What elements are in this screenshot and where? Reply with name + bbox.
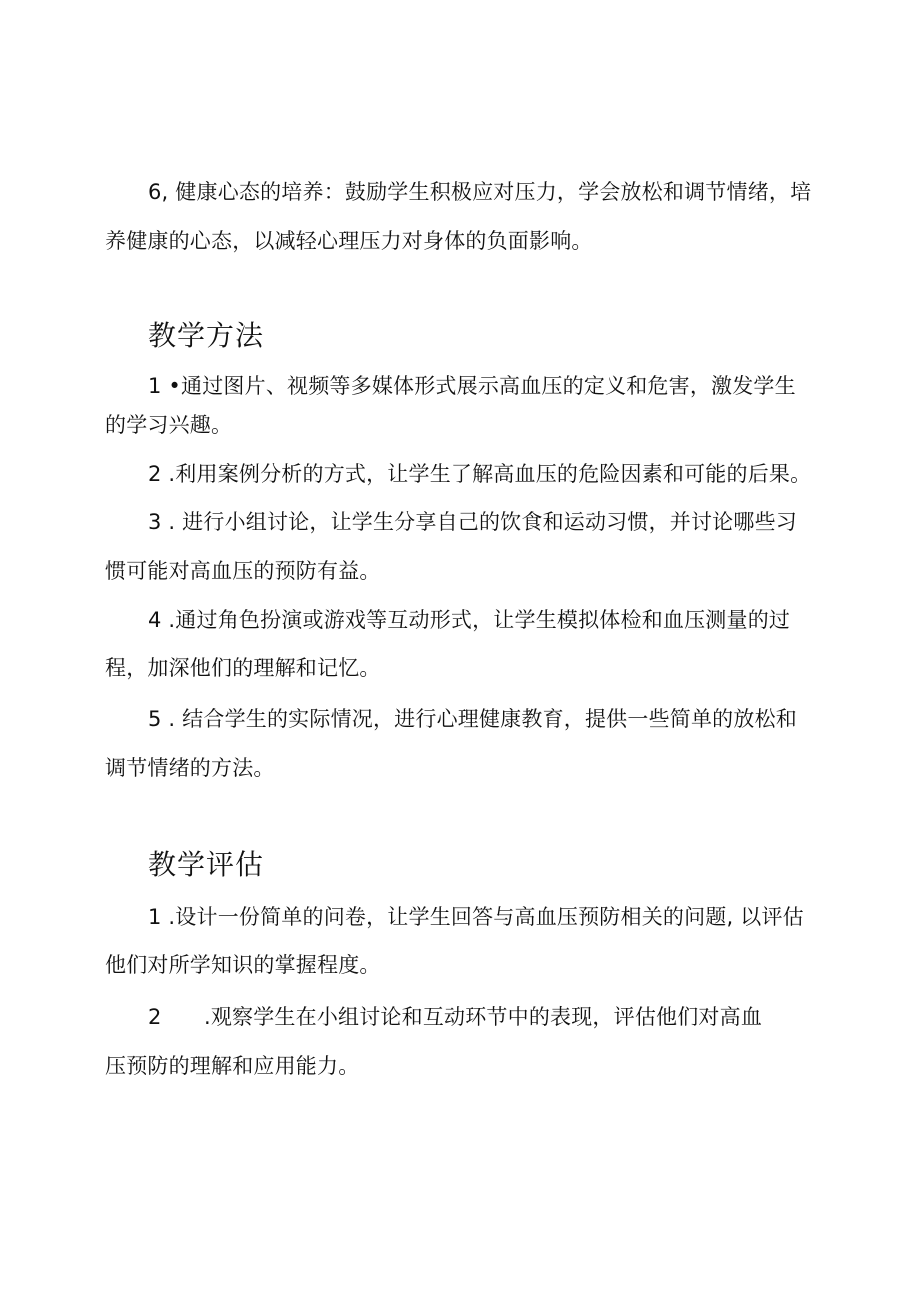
intro-line-2: 养健康的心态，以减轻心理压力对身体的负面影响。 bbox=[105, 229, 593, 253]
evaluation-item-1-line-2: 他们对所学知识的掌握程度。 bbox=[105, 953, 381, 977]
method-item-5-line-2: 调节情绪的方法。 bbox=[105, 756, 275, 780]
method-item-3-line-2: 惯可能对高血压的预防有益。 bbox=[105, 559, 381, 583]
method-item-1-line-1: 1 •通过图片、视频等多媒体形式展示高血压的定义和危害，激发学生 bbox=[148, 374, 796, 398]
method-item-4-line-1: 4 .通过角色扮演或游戏等互动形式，让学生模拟体检和血压测量的过 bbox=[148, 608, 791, 632]
method-item-2-line-1: 2 .利用案例分析的方式，让学生了解高血压的危险因素和可能的后果。 bbox=[148, 462, 812, 486]
method-item-1-line-2: 的学习兴趣。 bbox=[105, 413, 233, 437]
section-heading-evaluation: 教学评估 bbox=[148, 848, 265, 881]
intro-line-1: 6, 健康心态的培养：鼓励学生积极应对压力，学会放松和调节情绪，培 bbox=[148, 180, 812, 204]
method-item-3-line-1: 3 . 进行小组讨论，让学生分享自己的饮食和运动习惯，并讨论哪些习 bbox=[148, 510, 797, 534]
evaluation-item-2-line-1: 2 .观察学生在小组讨论和互动环节中的表现，评估他们对高血 bbox=[148, 1005, 763, 1029]
method-item-4-line-2: 程，加深他们的理解和记忆。 bbox=[105, 656, 381, 680]
evaluation-item-1-line-1: 1 .设计一份简单的问卷，让学生回答与高血压预防相关的问题, 以评估 bbox=[148, 905, 804, 929]
evaluation-item-2-line-2: 压预防的理解和应用能力。 bbox=[105, 1054, 360, 1078]
method-item-5-line-1: 5 . 结合学生的实际情况，进行心理健康教育，提供一些简单的放松和 bbox=[148, 707, 797, 731]
section-heading-methods: 教学方法 bbox=[148, 319, 265, 352]
